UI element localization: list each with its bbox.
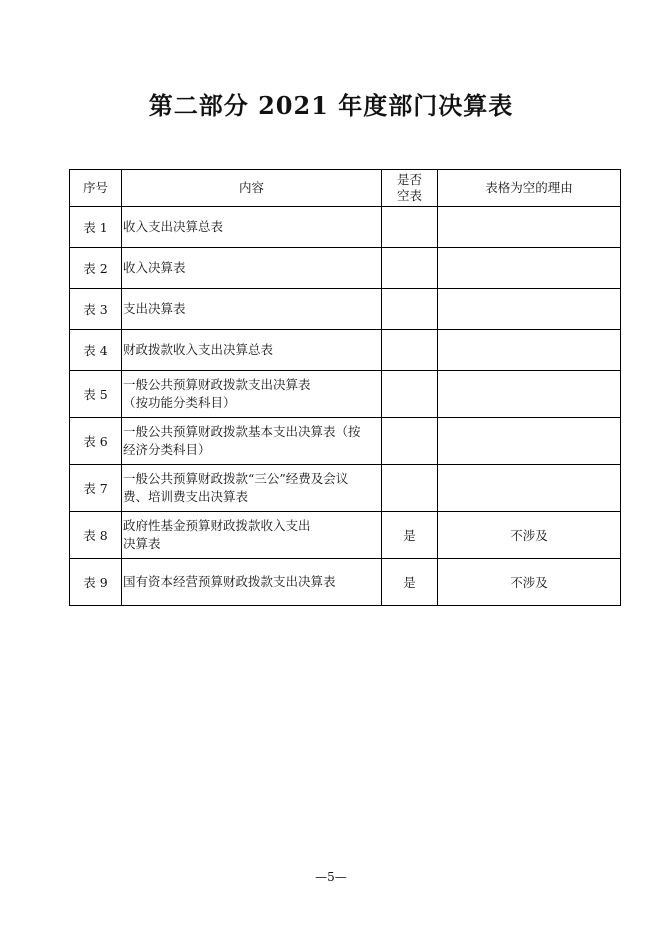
header-number: 序号 [70, 170, 122, 207]
row-reason [438, 418, 621, 465]
row-is-empty [382, 465, 438, 512]
content-line: （按功能分类科目） [123, 395, 236, 410]
page-number: —5— [315, 870, 347, 884]
content-line: 一般公共预算财政拨款“三公”经费及会议 [123, 471, 349, 486]
row-number: 表 2 [70, 248, 122, 289]
row-number: 表 3 [70, 289, 122, 330]
content-line: 收入支出决算总表 [123, 219, 224, 234]
row-number: 表 1 [70, 207, 122, 248]
header-is-empty-line2: 空表 [396, 188, 422, 203]
table-row [70, 512, 621, 559]
row-content [122, 248, 382, 289]
row-is-empty: 是 [382, 559, 438, 606]
row-is-empty [382, 418, 438, 465]
table-row [70, 418, 621, 465]
row-is-empty [382, 207, 438, 248]
table-row [70, 207, 621, 248]
content-line: 收入决算表 [123, 260, 186, 275]
content-line: 决算表 [123, 536, 161, 551]
table-row [70, 248, 621, 289]
row-reason [438, 248, 621, 289]
row-number: 表 8 [70, 512, 122, 559]
row-content [122, 512, 382, 559]
row-is-empty [382, 248, 438, 289]
row-content [122, 330, 382, 371]
row-content [122, 207, 382, 248]
row-content [122, 371, 382, 418]
content-line: 财政拨款收入支出决算总表 [123, 342, 274, 357]
table-row [70, 289, 621, 330]
row-content [122, 465, 382, 512]
table-row [70, 330, 621, 371]
row-is-empty: 是 [382, 512, 438, 559]
table-row [70, 371, 621, 418]
row-number: 表 9 [70, 559, 122, 606]
content-line: 费、培训费支出决算表 [123, 489, 249, 504]
row-content [122, 559, 382, 606]
row-reason: 不涉及 [438, 559, 621, 606]
content-line: 一般公共预算财政拨款支出决算表 [123, 377, 311, 392]
content-line: 政府性基金预算财政拨款收入支出 [123, 518, 311, 533]
row-number: 表 7 [70, 465, 122, 512]
table-header-row [70, 170, 621, 207]
content-line: 支出决算表 [123, 301, 186, 316]
row-reason: 不涉及 [438, 512, 621, 559]
row-content [122, 289, 382, 330]
row-is-empty [382, 330, 438, 371]
row-reason [438, 289, 621, 330]
row-number: 表 4 [70, 330, 122, 371]
header-is-empty [382, 170, 438, 207]
table-row [70, 559, 621, 606]
content-line: 经济分类科目） [123, 442, 211, 457]
report-list-table [69, 169, 621, 606]
row-reason [438, 371, 621, 418]
row-content [122, 418, 382, 465]
row-reason [438, 465, 621, 512]
page-title: 第二部分 2021 年度部门决算表 [148, 91, 514, 120]
row-number: 表 6 [70, 418, 122, 465]
content-line: 国有资本经营预算财政拨款支出决算表 [123, 574, 336, 589]
content-line: 一般公共预算财政拨款基本支出决算表（按 [123, 424, 361, 439]
table-row [70, 465, 621, 512]
row-reason [438, 207, 621, 248]
row-is-empty [382, 289, 438, 330]
row-is-empty [382, 371, 438, 418]
row-number: 表 5 [70, 371, 122, 418]
header-reason: 表格为空的理由 [438, 170, 621, 207]
row-reason [438, 330, 621, 371]
header-content: 内容 [122, 170, 382, 207]
header-is-empty-line1: 是否 [396, 172, 422, 187]
